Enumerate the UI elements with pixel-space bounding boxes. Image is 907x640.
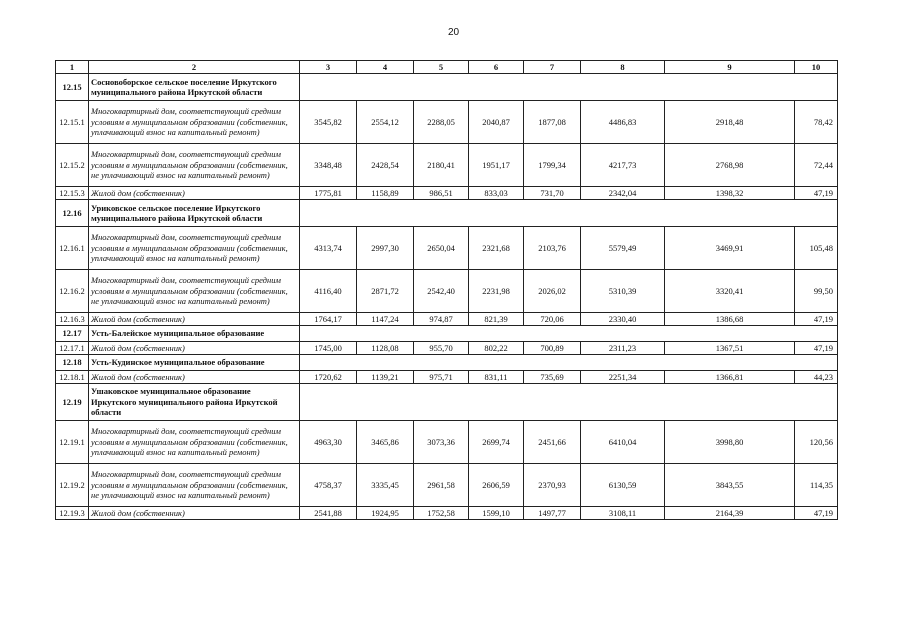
value-cell: 2650,04 [414, 227, 469, 270]
page-number: 20 [447, 27, 460, 38]
row-code: 12.16.3 [56, 313, 89, 326]
value-cell: 47,19 [795, 187, 838, 200]
section-row [56, 200, 838, 227]
value-cell: 1745,00 [300, 342, 357, 355]
value-cell: 1366,81 [665, 371, 795, 384]
value-cell: 1599,10 [469, 507, 524, 520]
value-cell: 2026,02 [524, 270, 581, 313]
value-cell: 700,89 [524, 342, 581, 355]
value-cell: 1764,17 [300, 313, 357, 326]
value-cell: 1367,51 [665, 342, 795, 355]
value-cell: 3073,36 [414, 421, 469, 464]
section-row [56, 74, 838, 101]
value-cell: 2428,54 [357, 144, 414, 187]
section-blank [300, 384, 838, 421]
value-cell: 1924,95 [357, 507, 414, 520]
row-code: 12.19 [56, 384, 89, 421]
row-code: 12.18 [56, 355, 89, 371]
value-cell: 2311,23 [581, 342, 665, 355]
value-cell: 1398,32 [665, 187, 795, 200]
value-cell: 1752,58 [414, 507, 469, 520]
section-title: Ушаковское муниципальное образование Иркутского муниципального района Иркутской области [89, 384, 300, 421]
value-cell: 2541,88 [300, 507, 357, 520]
table-row [56, 270, 838, 313]
section-title: Сосновоборское сельское поселение Иркутского муниципального района Иркутской области [89, 74, 300, 101]
row-description: Многоквартирный дом, соответствующий средним условиям в муниципальном образовании (собственник, уплачивающий взнос на капитальный ремонт) [89, 101, 300, 144]
value-cell: 3545,82 [300, 101, 357, 144]
row-code: 12.17 [56, 326, 89, 342]
value-cell: 99,50 [795, 270, 838, 313]
value-cell: 2288,05 [414, 101, 469, 144]
table-row [56, 342, 838, 355]
value-cell: 44,23 [795, 371, 838, 384]
value-cell: 2231,98 [469, 270, 524, 313]
row-code: 12.15.2 [56, 144, 89, 187]
table-row [56, 144, 838, 187]
value-cell: 3465,86 [357, 421, 414, 464]
table-row [56, 101, 838, 144]
value-cell: 4758,37 [300, 464, 357, 507]
value-cell: 72,44 [795, 144, 838, 187]
value-cell: 3335,45 [357, 464, 414, 507]
value-cell: 6410,04 [581, 421, 665, 464]
value-cell: 1497,77 [524, 507, 581, 520]
value-cell: 105,48 [795, 227, 838, 270]
row-code: 12.19.2 [56, 464, 89, 507]
row-description: Многоквартирный дом, соответствующий средним условиям в муниципальном образовании (собственник, уплачивающий взнос на капитальный ремонт) [89, 227, 300, 270]
value-cell: 2330,40 [581, 313, 665, 326]
value-cell: 833,03 [469, 187, 524, 200]
row-code: 12.19.1 [56, 421, 89, 464]
value-cell: 3108,11 [581, 507, 665, 520]
value-cell: 2251,34 [581, 371, 665, 384]
row-description: Многоквартирный дом, соответствующий средним условиям в муниципальном образовании (собственник, уплачивающий взнос на капитальный ремонт) [89, 421, 300, 464]
header-cell: 5 [414, 61, 469, 74]
value-cell: 2961,58 [414, 464, 469, 507]
value-cell: 2180,41 [414, 144, 469, 187]
header-row [56, 61, 838, 74]
row-code: 12.19.3 [56, 507, 89, 520]
value-cell: 78,42 [795, 101, 838, 144]
value-cell: 2321,68 [469, 227, 524, 270]
table-row [56, 313, 838, 326]
value-cell: 2606,59 [469, 464, 524, 507]
section-blank [300, 74, 838, 101]
value-cell: 3843,55 [665, 464, 795, 507]
table-row [56, 464, 838, 507]
table-row [56, 227, 838, 270]
value-cell: 2542,40 [414, 270, 469, 313]
value-cell: 2342,04 [581, 187, 665, 200]
section-title: Уриковское сельское поселение Иркутского муниципального района Иркутской области [89, 200, 300, 227]
table-row [56, 507, 838, 520]
value-cell: 974,87 [414, 313, 469, 326]
section-blank [300, 326, 838, 342]
value-cell: 1720,62 [300, 371, 357, 384]
row-description: Жилой дом (собственник) [89, 187, 300, 200]
tariff-table [55, 60, 838, 520]
table-row [56, 421, 838, 464]
value-cell: 831,11 [469, 371, 524, 384]
value-cell: 2699,74 [469, 421, 524, 464]
value-cell: 4313,74 [300, 227, 357, 270]
header-cell: 3 [300, 61, 357, 74]
value-cell: 120,56 [795, 421, 838, 464]
header-cell: 7 [524, 61, 581, 74]
header-cell: 10 [795, 61, 838, 74]
value-cell: 1147,24 [357, 313, 414, 326]
value-cell: 731,70 [524, 187, 581, 200]
value-cell: 47,19 [795, 507, 838, 520]
section-title: Усть-Кудинское муниципальное образование [89, 355, 300, 371]
section-title: Усть-Балейское муниципальное образование [89, 326, 300, 342]
row-code: 12.16.2 [56, 270, 89, 313]
table-body [56, 61, 838, 520]
value-cell: 3469,91 [665, 227, 795, 270]
section-blank [300, 200, 838, 227]
value-cell: 955,70 [414, 342, 469, 355]
value-cell: 1951,17 [469, 144, 524, 187]
value-cell: 986,51 [414, 187, 469, 200]
table-row [56, 371, 838, 384]
value-cell: 2871,72 [357, 270, 414, 313]
value-cell: 3998,80 [665, 421, 795, 464]
section-row [56, 384, 838, 421]
value-cell: 1775,81 [300, 187, 357, 200]
row-description: Многоквартирный дом, соответствующий средним условиям в муниципальном образовании (собственник, не уплачивающий взнос на капитальный ремонт) [89, 270, 300, 313]
row-code: 12.17.1 [56, 342, 89, 355]
value-cell: 720,06 [524, 313, 581, 326]
value-cell: 2554,12 [357, 101, 414, 144]
value-cell: 5579,49 [581, 227, 665, 270]
value-cell: 1877,08 [524, 101, 581, 144]
value-cell: 802,22 [469, 342, 524, 355]
value-cell: 2451,66 [524, 421, 581, 464]
row-description: Жилой дом (собственник) [89, 371, 300, 384]
value-cell: 5310,39 [581, 270, 665, 313]
row-description: Многоквартирный дом, соответствующий средним условиям в муниципальном образовании (собственник, не уплачивающий взнос на капитальный ремонт) [89, 144, 300, 187]
row-code: 12.15 [56, 74, 89, 101]
row-code: 12.18.1 [56, 371, 89, 384]
row-code: 12.16 [56, 200, 89, 227]
value-cell: 1799,34 [524, 144, 581, 187]
value-cell: 2164,39 [665, 507, 795, 520]
row-code: 12.16.1 [56, 227, 89, 270]
header-cell: 9 [665, 61, 795, 74]
section-blank [300, 355, 838, 371]
header-cell: 1 [56, 61, 89, 74]
value-cell: 821,39 [469, 313, 524, 326]
row-description: Жилой дом (собственник) [89, 342, 300, 355]
value-cell: 2997,30 [357, 227, 414, 270]
table-row [56, 187, 838, 200]
section-row [56, 355, 838, 371]
value-cell: 6130,59 [581, 464, 665, 507]
value-cell: 1128,08 [357, 342, 414, 355]
value-cell: 4217,73 [581, 144, 665, 187]
value-cell: 2768,98 [665, 144, 795, 187]
section-row [56, 326, 838, 342]
row-code: 12.15.1 [56, 101, 89, 144]
value-cell: 975,71 [414, 371, 469, 384]
value-cell: 1386,68 [665, 313, 795, 326]
value-cell: 2918,48 [665, 101, 795, 144]
value-cell: 4486,83 [581, 101, 665, 144]
value-cell: 1158,89 [357, 187, 414, 200]
value-cell: 4963,30 [300, 421, 357, 464]
value-cell: 4116,40 [300, 270, 357, 313]
value-cell: 3320,41 [665, 270, 795, 313]
value-cell: 47,19 [795, 313, 838, 326]
header-cell: 8 [581, 61, 665, 74]
value-cell: 2040,87 [469, 101, 524, 144]
value-cell: 2370,93 [524, 464, 581, 507]
row-description: Многоквартирный дом, соответствующий средним условиям в муниципальном образовании (собственник, не уплачивающий взнос на капитальный ремонт) [89, 464, 300, 507]
header-cell: 6 [469, 61, 524, 74]
row-code: 12.15.3 [56, 187, 89, 200]
row-description: Жилой дом (собственник) [89, 507, 300, 520]
value-cell: 2103,76 [524, 227, 581, 270]
header-cell: 4 [357, 61, 414, 74]
header-cell: 2 [89, 61, 300, 74]
value-cell: 735,69 [524, 371, 581, 384]
row-description: Жилой дом (собственник) [89, 313, 300, 326]
value-cell: 3348,48 [300, 144, 357, 187]
value-cell: 114,35 [795, 464, 838, 507]
value-cell: 1139,21 [357, 371, 414, 384]
value-cell: 47,19 [795, 342, 838, 355]
